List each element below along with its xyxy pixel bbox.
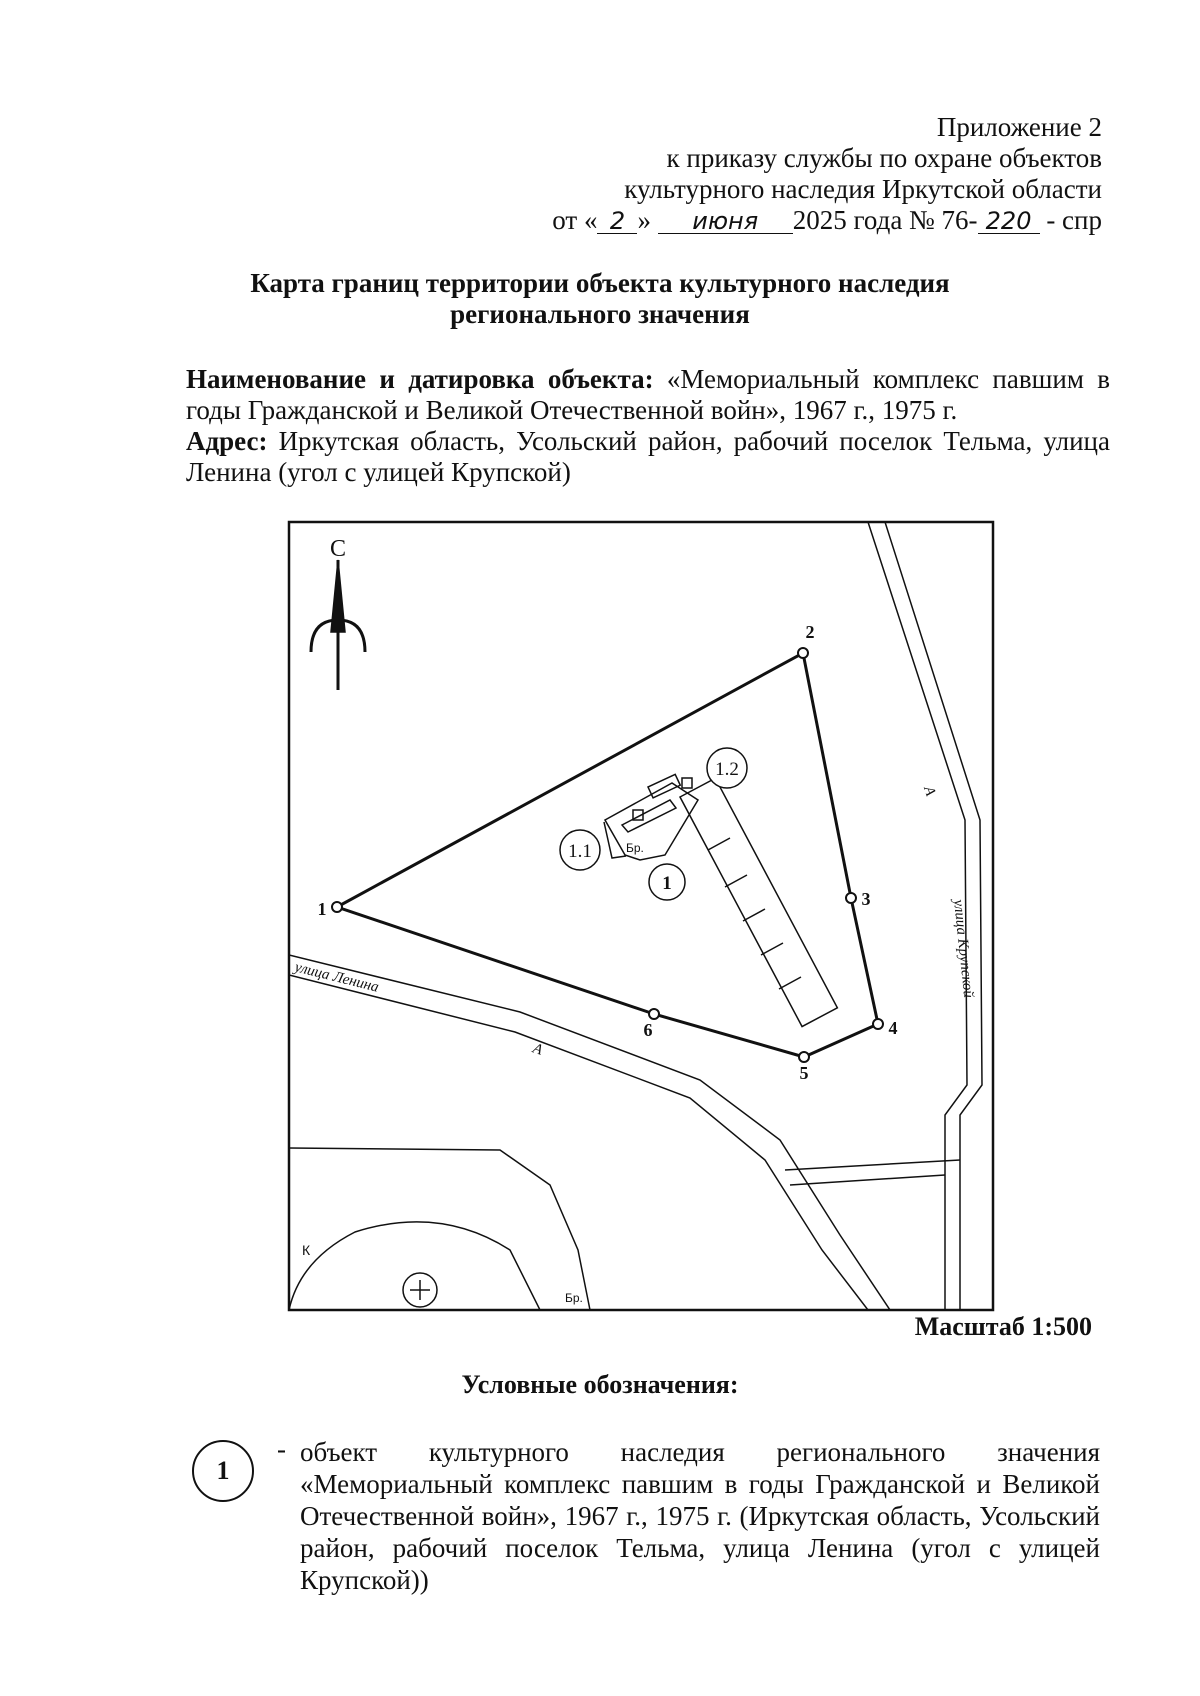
address-label: Адрес:	[186, 426, 268, 456]
park-path-arc	[289, 1222, 540, 1310]
order-suffix: - спр	[1046, 205, 1102, 235]
point-label-3: 3	[861, 889, 871, 909]
boundary-point-6	[649, 1009, 659, 1019]
point-label-4: 4	[888, 1018, 898, 1038]
boundary-point-2	[798, 648, 808, 658]
north-arrow-icon	[311, 560, 365, 690]
legend-title: Условные обозначения:	[461, 1370, 739, 1399]
road-mark-krupskoy: А	[920, 784, 939, 798]
north-label: С	[329, 536, 347, 562]
krupskoy-street-label: улица Крупской	[950, 898, 977, 999]
memorial-wall	[680, 778, 837, 1026]
platform-step	[604, 822, 626, 858]
tree-cross-icon	[410, 1280, 430, 1300]
title-line-2: регионального значения	[450, 299, 750, 329]
legend-dash: -	[277, 1434, 286, 1464]
date-month-handwritten: июня	[658, 209, 793, 234]
map-frame	[289, 522, 993, 1310]
object-1-1-label: 1.1	[568, 841, 592, 862]
boundary-point-3	[846, 893, 856, 903]
lenina-street-edge-top	[289, 955, 890, 1310]
annex-line-3: культурного наследия Иркутской области	[624, 174, 1102, 204]
point-label-6: 6	[643, 1020, 653, 1040]
boundary-point-1	[332, 902, 342, 912]
legend-object-symbol: 1	[192, 1440, 254, 1502]
point-label-1: 1	[317, 899, 327, 919]
br-label-monument: Бр.	[626, 841, 644, 855]
annex-line-2: к приказу службы по охране объектов	[666, 143, 1102, 173]
date-mid: »	[637, 205, 651, 235]
br-label-park: Бр.	[565, 1291, 583, 1305]
map-scale: Масштаб 1:500	[914, 1312, 1092, 1341]
date-prefix: от «	[552, 205, 598, 235]
park-boundary	[289, 1148, 590, 1310]
object-1-label: 1	[662, 873, 672, 894]
boundary-point-4	[873, 1019, 883, 1029]
road-mark-lenina: А	[530, 1040, 545, 1059]
connector-lane-top	[785, 1160, 960, 1170]
address-value: Иркутская область, Усольский район, рабочий поселок Тельма, улица Ленина (угол с улицей Крупской)	[186, 426, 1110, 487]
small-square-2	[682, 778, 692, 788]
order-number-handwritten: 220	[978, 209, 1040, 234]
connector-lane-bottom	[790, 1175, 945, 1185]
title-line-1: Карта границ территории объекта культурного наследия	[250, 268, 950, 298]
boundary-polygon	[337, 653, 878, 1057]
point-label-2: 2	[805, 622, 815, 642]
annex-line-1: Приложение 2	[936, 112, 1102, 142]
object-1-2-label: 1.2	[715, 759, 739, 780]
boundary-point-5	[799, 1052, 809, 1062]
monument-pedestal	[622, 800, 676, 832]
point-label-5: 5	[799, 1063, 809, 1083]
date-day-handwritten: 2	[597, 209, 637, 234]
legend-description: объект культурного наследия регионального значения «Мемориальный комплекс павшим в годы Гражданской и Великой Отечественной войн», 1967 г., 1975 г. (Иркутская область, Усольский район, рабочий поселок Тельма, улица Ленина (угол с улицей Крупской))	[300, 1437, 1100, 1595]
object-name-label: Наименование и датировка объекта:	[186, 364, 654, 394]
lenina-street-label: улица Ленина	[293, 959, 381, 996]
k-label: К	[302, 1242, 311, 1258]
object-name-value: «Мемориальный комплекс павшим в годы Гражданской и Великой Отечественной войн», 1967 г., 1975 г.	[186, 364, 1110, 425]
date-year: 2025 года № 76-	[792, 205, 978, 235]
